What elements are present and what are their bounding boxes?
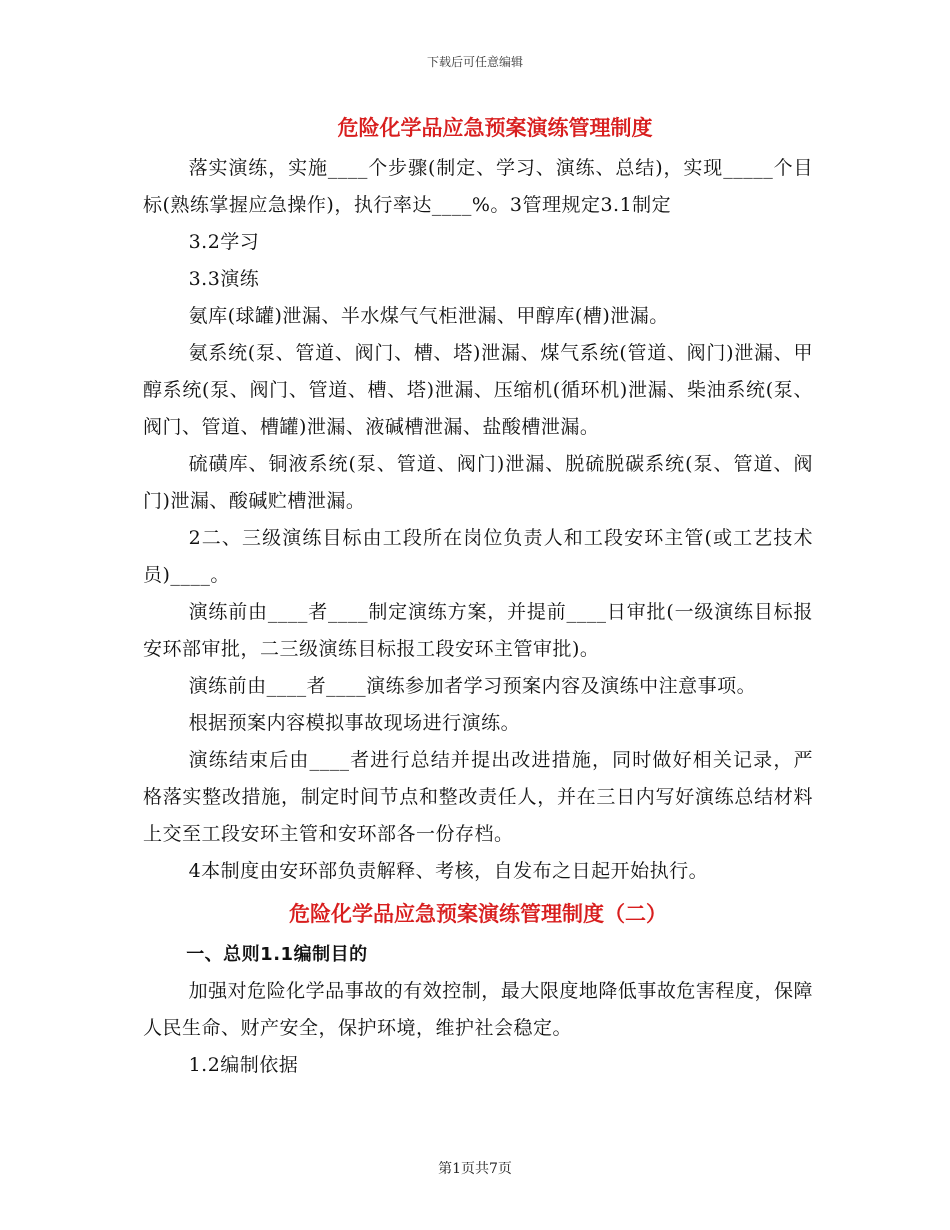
paragraph: 根据预案内容模拟事故现场进行演练。	[188, 712, 521, 734]
paragraph: 1.2编制依据	[188, 1054, 299, 1076]
paragraph: 演练前由____者____制定演练方案，并提前____日审批(一级演练目标报安环部审批，二三级演练目标报工段安环主管审批)。	[143, 601, 813, 660]
paragraph: 氨库(球罐)泄漏、半水煤气气柜泄漏、甲醇库(槽)泄漏。	[188, 305, 669, 327]
paragraph: 加强对危险化学品事故的有效控制，最大限度地降低事故危害程度，保障人民生命、财产安全，保护环境，维护社会稳定。	[143, 980, 813, 1039]
paragraph: 2二、三级演练目标由工段所在岗位负责人和工段安环主管(或工艺技术员)____。	[143, 527, 813, 586]
paragraph: 3.2学习	[188, 231, 260, 253]
paragraph: 演练结束后由____者进行总结并提出改进措施，同时做好相关记录，严格落实整改措施，制定时间节点和整改责任人，并在三日内写好演练总结材料上交至工段安环主管和安环部各一份存档。	[143, 749, 813, 845]
page-header-note: 下载后可任意编辑	[426, 55, 523, 69]
section-title: 危险化学品应急预案演练管理制度（二）	[289, 902, 667, 926]
document-title: 危险化学品应急预案演练管理制度	[337, 116, 653, 140]
paragraph: 落实演练，实施____个步骤(制定、学习、演练、总结)，实现_____个目标(熟练掌握应急操作)，执行率达____%。3管理规定3.1制定	[143, 157, 813, 216]
paragraph: 3.3演练	[188, 268, 260, 290]
paragraph: 硫磺库、铜液系统(泵、管道、阀门)泄漏、脱硫脱碳系统(泵、管道、阀门)泄漏、酸碱贮槽泄漏。	[143, 453, 813, 512]
paragraph: 演练前由____者____演练参加者学习预案内容及演练中注意事项。	[188, 675, 757, 697]
section-heading: 一、总则1.1编制目的	[186, 944, 368, 965]
document-body	[143, 108, 813, 1084]
paragraph: 氨系统(泵、管道、阀门、槽、塔)泄漏、煤气系统(管道、阀门)泄漏、甲醇系统(泵、阀门、管道、槽、塔)泄漏、压缩机(循环机)泄漏、柴油系统(泵、阀门、管道、槽罐)泄漏、液碱槽泄漏、盐酸槽泄漏。	[143, 342, 813, 438]
paragraph: 4本制度由安环部负责解释、考核，自发布之日起开始执行。	[188, 860, 709, 882]
page-footer-number: 第1页共7页	[438, 1161, 512, 1177]
